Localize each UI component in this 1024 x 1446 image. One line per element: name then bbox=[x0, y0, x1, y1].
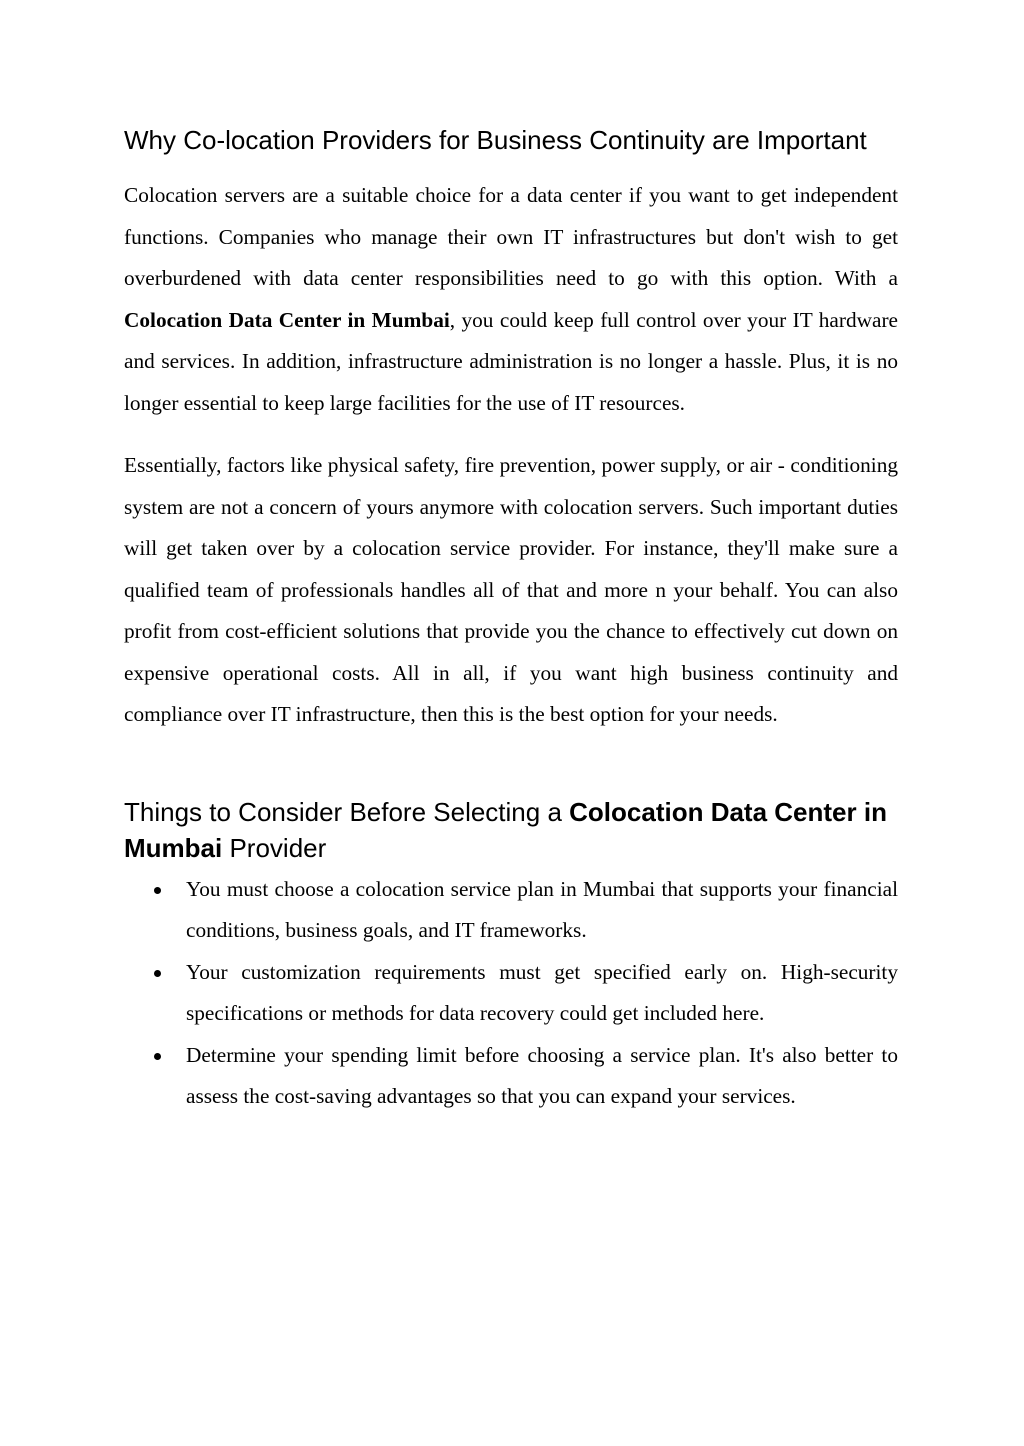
bold-keyword: Colocation Data Center in Mumbai bbox=[124, 307, 450, 332]
heading-text: Provider bbox=[222, 832, 327, 863]
bullet-dot-icon bbox=[154, 1053, 161, 1060]
paragraph-text: , you could keep full control over your IT hardware and services. In addition, infrastructure administration is no longer a hassle. Plus, it is no longer essential to keep large facilities for the use of IT resources. bbox=[124, 307, 898, 415]
paragraph-text: Colocation servers are a suitable choice for a data center if you want to get independent functions. Companies who manage their own IT infrastructures but don't wish to get overburdened with data center responsibilities need to go with this option. With a bbox=[124, 183, 898, 290]
heading-text: Things to Consider Before Selecting a bbox=[124, 796, 570, 827]
paragraph-colocation-intro bbox=[124, 175, 898, 424]
bullet-dot-icon bbox=[154, 970, 161, 977]
document-page bbox=[124, 122, 898, 1118]
list-item-text: Determine your spending limit before choosing a service plan. It's also better to assess the cost-saving advantages so that you can expand your services. bbox=[186, 1042, 898, 1108]
list-item bbox=[186, 869, 898, 952]
bullet-dot-icon bbox=[154, 887, 161, 894]
list-item-text: Your customization requirements must get specified early on. High-security specifications or methods for data recovery could get included here. bbox=[186, 959, 898, 1025]
section-heading-why-colocation: Why Co-location Providers for Business Continuity are Important bbox=[124, 125, 867, 155]
paragraph-essential-factors: Essentially, factors like physical safety, fire prevention, power supply, or air - conditioning system are not a concern of yours anymore with colocation servers. Such important duties will get taken over by a colocation service provider. For instance, they'll make sure a qualified team of professionals handles all of that and more n your behalf. You can also profit from cost-efficient solutions that provide you the chance to effectively cut down on expensive operational costs. All in all, if you want high business continuity and compliance over IT infrastructure, then this is the best option for your needs. bbox=[124, 453, 898, 726]
list-item-text: You must choose a colocation service plan in Mumbai that supports your financial conditions, business goals, and IT frameworks. bbox=[186, 876, 898, 942]
list-item bbox=[186, 952, 898, 1035]
considerations-list bbox=[124, 869, 898, 1118]
list-item bbox=[186, 1035, 898, 1118]
section-heading-things-to-consider bbox=[124, 794, 898, 866]
heading-bold-keyword: Colocation Data Center in Mumbai bbox=[124, 796, 887, 863]
